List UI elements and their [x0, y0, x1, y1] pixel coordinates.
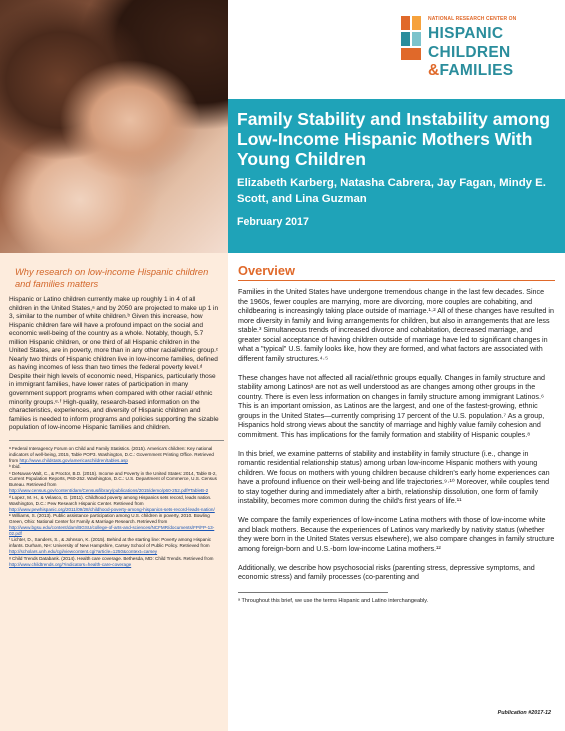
footnote-divider — [238, 592, 388, 593]
footnote-f — [9, 537, 219, 555]
footnote-e — [9, 513, 219, 537]
logo-mark-icon — [400, 16, 424, 62]
section-heading-overview: Overview — [238, 263, 295, 278]
sidebar-title: Why research on low-income Hispanic children and families matters — [15, 267, 209, 289]
report-title: Family Stability and Instability among Low-Income Hispanic Mothers With Young Children — [237, 109, 551, 169]
title-banner — [228, 99, 565, 253]
sidebar-box — [0, 253, 228, 731]
footnote-link[interactable]: http://www.childtrends.org/?indicators=health-care-coverage — [9, 561, 132, 567]
footnote-g — [9, 556, 219, 568]
report-date: February 2017 — [237, 216, 309, 228]
footnote-b — [9, 464, 219, 470]
sidebar-body: Hispanic or Latino children currently make up roughly 1 in 4 of all children in the United States,ᵃ and by 2050 are projected to make up 1 in 3, similar to the number of white children.ᵇ Given this increase, how Hispanic children fare will have a profound impact on the social and economic well-being of the country as a whole. Notably, though, 5.7 million Hispanic children, or one third of all Hispanic children in the United States, are in poverty, more than in any other racial/ethnic group.ᶜ Nearly two thirds of Hispanic children live in low-income families, defined as having incomes of less than two times the federal poverty level.ᵈ Despite their high levels of economic need, Hispanics, particularly those in immigrant families, have lower rates of participation in many government support programs when compared with other racial/ ethnic minority groups.ᵉ·ᶠ High-quality, research-based information on the characteristics, experiences, and diversity of Hispanic children and families is needed to inform programs and policies supporting the sizable population of low-income Hispanic families and children. — [9, 296, 219, 432]
paragraph: These changes have not affected all racial/ethnic groups equally. Changes in family structure and stability among Latinosᵃ are not as well understood as are changes among other groups in the country. There is even less information on changes in family structure among immigrant Latinos.⁶ This is an important omission, as Latinos are the largest, and one of the fastest-growing, ethnic groups in the United States—currently comprising 17 percent of the U.S. population.⁷ As a group, Hispanics hold strong views about the sanctity of marriage and highly value family cohesion and commitment. This has implications for the family formation and stability of Hispanic couples.⁸ — [238, 373, 545, 439]
hero-photo — [0, 0, 228, 253]
footnote-a — [9, 446, 219, 464]
publication-number: Publication #2017-12 — [497, 710, 551, 716]
logo-families-line — [428, 62, 513, 80]
footnote-text: ᶠ Lichter, D., Sanders, S., & Johnson, K. (2015). Behind at the starting line: Poverty among Hispanic infants. Durham, NH: University of New Hampshire, Carsey School of Public Policy. Retrieved from — [9, 537, 212, 549]
logo-children: CHILDREN — [428, 44, 511, 61]
heading-rule — [238, 280, 555, 281]
footnote-text: ᵈ Lopez, M. H., & Velasco, G. (2011). Childhood poverty among Hispanics sets record, leads nation. Washington, D.C.: Pew Research Hispanic Center. Retrieved from — [9, 494, 212, 506]
footnote-c — [9, 471, 219, 495]
logo-hispanic: HISPANIC — [428, 25, 504, 42]
center-logo — [400, 14, 540, 84]
paragraph: Additionally, we describe how psychosocial risks (parenting stress, depressive symptoms, and economic stress) and family processes (co-parenting and — [238, 563, 535, 581]
footnote-link[interactable]: http://www.census.gov/content/dam/Census/library/publications/2015/demo/p60-252.pdf#TableB-2 — [9, 488, 209, 494]
sidebar-divider — [9, 440, 224, 441]
sidebar-footnotes — [9, 446, 219, 568]
report-authors: Elizabeth Karberg, Natasha Cabrera, Jay Fagan, Mindy E. Scott, and Lina Guzman — [237, 177, 546, 205]
main-column — [238, 263, 555, 605]
footnote-text: ᵃ Federal Interagency Forum on Child and Family Statistics. (2015). America's children: Key national indicators of well-being, 2015, Table POP3. Washington, D.C.: Government Printing Office. Retrieved from — [9, 445, 214, 463]
logo-tagline: NATIONAL RESEARCH CENTER ON — [428, 16, 517, 22]
footnote-link[interactable]: http://www.childstats.gov/americaschildren/tables.asp — [19, 457, 128, 463]
logo-families: FAMILIES — [439, 62, 514, 79]
paragraph: In this brief, we examine patterns of stability and instability in family structure (i.e., change in romantic residential relationship status) among urban low-income Hispanic mothers with young children. We focus on mothers with young children because children's early home experiences can have a profound influence on their well-being and life trajectories.⁹·¹⁰ Moreover, while couples tend to stay together during and immediately after a birth, relationship dissolution, one form of family instability, becomes more common during the child's first years of life.¹¹ — [238, 449, 550, 505]
footnote-link[interactable]: http://scholars.unh.edu/cgi/viewcontent.cgi?article=1250&context=carsey — [9, 549, 158, 555]
footnote-text: ᵇ Ibid. — [9, 464, 21, 470]
footnote-link[interactable]: http://www.bgsu.edu/content/dam/BGSU/college-of-arts-and-sciences/NCFMR/documents/FP/FP-13-02.pdf — [9, 524, 215, 536]
footnote-text: ᶜ DeNavas-Walt, C., & Proctor, B.D. (2015). Income and Poverty in the United States: 2014, Table B-2, Current Population Reports, P60-252. Washington, D.C.: U.S. Department of Commerce, U.S. Census Bureau. Retrieved from — [9, 470, 217, 488]
footnote-d — [9, 495, 219, 513]
footnote-link[interactable]: http://www.pewhispanic.org/2011/09/28/childhood-poverty-among-hispanics-sets-record-leads-nation/ — [9, 506, 215, 512]
footnote-text: ᵉ Williams, S. (2013). Public assistance participation among U.S. children in poverty, 2010. Bowling Green, Ohio: National Center for Family & Marriage Research. Retrieved from — [9, 513, 210, 524]
logo-ampersand: & — [428, 62, 440, 79]
footnote-text: ᵍ Child Trends Databank. (2014). Health care coverage. Bethesda, MD: Child Trends. Retrieved from — [9, 555, 214, 561]
main-footnote: ᵃ Throughout this brief, we use the terms Hispanic and Latino interchangeably. — [238, 598, 429, 604]
paragraph: Families in the United States have undergone tremendous change in the last few decades. Since the 1960s, fewer couples are marrying, more are divorcing, more couples are cohabiting, and childbearing is increasingly taking place outside of marriage.¹·² All of these changes have resulted in more diversity in family and living arrangements for children, but also in arrangements that are less stable.³ Simultaneous trends of increased divorce and cohabitation, decreased marriage, and greater social acceptance of having children outside of marriage have led to significant changes in what a "typical" U.S. family looks like, how they are formed, and what factors are associated with different family structures.⁴·⁵ — [238, 288, 554, 363]
paragraph: We compare the family experiences of low-income Latina mothers with those of low-income white and black mothers. Because the experiences of Latinos vary markedly by nativity status (whether they were born in the United States versus elsewhere), we also compare changes in family structure among foreign-born and U.S.-born low-income Latina mothers.¹² — [238, 516, 555, 553]
